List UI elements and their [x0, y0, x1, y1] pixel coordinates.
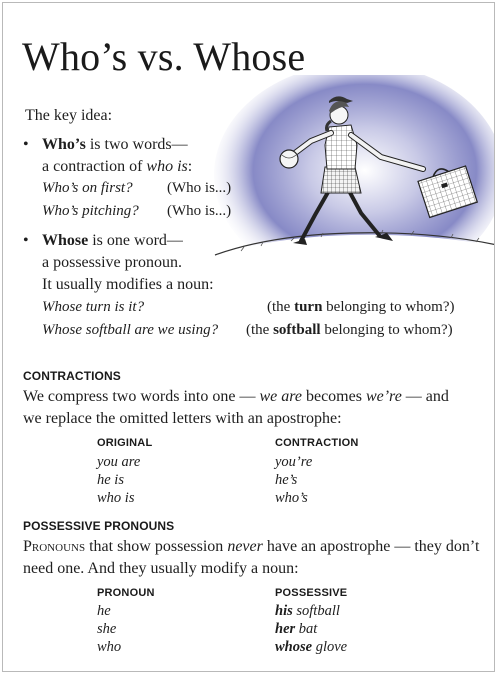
contractions-heading: CONTRACTIONS	[23, 369, 121, 383]
whos-line2-italic: who is	[146, 158, 188, 175]
whose-line1-text: is one word—	[88, 232, 183, 249]
key-idea-label: The key idea:	[25, 107, 113, 124]
page-title: Who’s vs. Whose	[22, 34, 306, 79]
para-smallcaps: Pronouns	[23, 538, 86, 555]
cell-bold: his	[275, 603, 293, 619]
column-header-original: ORIGINAL	[97, 437, 153, 449]
whos-example-1: Who’s on first?	[42, 180, 133, 196]
whos-line2-pre: a contraction of	[42, 158, 147, 175]
cell-rest: glove	[312, 639, 348, 655]
table-cell: you’re	[275, 454, 313, 470]
gloss-bold: turn	[294, 299, 323, 315]
whos-line2-post: :	[187, 158, 193, 175]
para-text: — and	[401, 388, 449, 405]
table-cell	[275, 639, 347, 657]
whos-line1	[42, 135, 188, 155]
whose-line1	[42, 231, 183, 251]
table-cell: you are	[97, 454, 141, 470]
whos-example-2: Who’s pitching?	[42, 203, 139, 219]
whos-line1-text: is two words—	[85, 136, 188, 153]
gloss-pre: (the	[246, 322, 274, 338]
para-italic: never	[227, 538, 263, 555]
possessives-para-line1	[23, 537, 479, 557]
table-cell: who is	[97, 490, 135, 506]
gloss-post: belonging to whom?)	[322, 299, 455, 315]
whose-line3: It usually modifies a noun:	[42, 276, 214, 293]
para-text: have an apostrophe — they don’t	[262, 538, 480, 555]
bullet-dot: •	[23, 136, 29, 153]
page-card	[2, 2, 495, 672]
gloss-bold: softball	[273, 322, 321, 338]
table-cell: who	[97, 639, 122, 655]
whos-line2	[42, 157, 192, 177]
cell-rest: softball	[292, 603, 340, 619]
table-cell	[275, 603, 340, 621]
table-cell: he	[97, 603, 111, 619]
table-cell: he’s	[275, 472, 298, 488]
para-text: becomes	[301, 388, 366, 405]
table-cell	[275, 621, 317, 639]
table-cell: who’s	[275, 490, 308, 506]
bullet-dot: •	[23, 232, 29, 249]
gloss-post: belonging to whom?)	[320, 322, 453, 338]
table-cell: she	[97, 621, 117, 637]
para-italic: we are	[259, 388, 302, 405]
whos-example-1-gloss: (Who is...)	[167, 180, 232, 196]
whos-word: Who’s	[42, 136, 86, 153]
gloss-pre: (the	[267, 299, 295, 315]
businesswoman-pitcher-illustration	[211, 75, 495, 287]
column-header-pronoun: PRONOUN	[97, 587, 155, 599]
para-italic: we’re	[365, 388, 402, 405]
column-header-possessive: POSSESSIVE	[275, 587, 348, 599]
possessives-para-line2: need one. And they usually modify a noun:	[23, 560, 299, 577]
whose-example-1: Whose turn is it?	[42, 299, 145, 315]
table-cell: he is	[97, 472, 124, 488]
cell-rest: bat	[295, 621, 318, 637]
possessive-pronouns-heading: POSSESSIVE PRONOUNS	[23, 519, 175, 533]
whos-example-2-gloss: (Who is...)	[167, 203, 232, 219]
para-text: that show possession	[85, 538, 228, 555]
para-text: We compress two words into one —	[23, 388, 260, 405]
contractions-para-line2: we replace the omitted letters with an apostrophe:	[23, 410, 342, 427]
whose-example-2: Whose softball are we using?	[42, 322, 219, 338]
whose-example-2-gloss	[246, 320, 453, 340]
whose-example-1-gloss	[267, 297, 455, 317]
whose-line2: a possessive pronoun.	[42, 254, 182, 271]
cell-bold: her	[275, 621, 296, 637]
whose-word: Whose	[42, 232, 89, 249]
contractions-para-line1	[23, 387, 449, 407]
cell-bold: whose	[275, 639, 313, 655]
column-header-contraction: CONTRACTION	[275, 437, 359, 449]
